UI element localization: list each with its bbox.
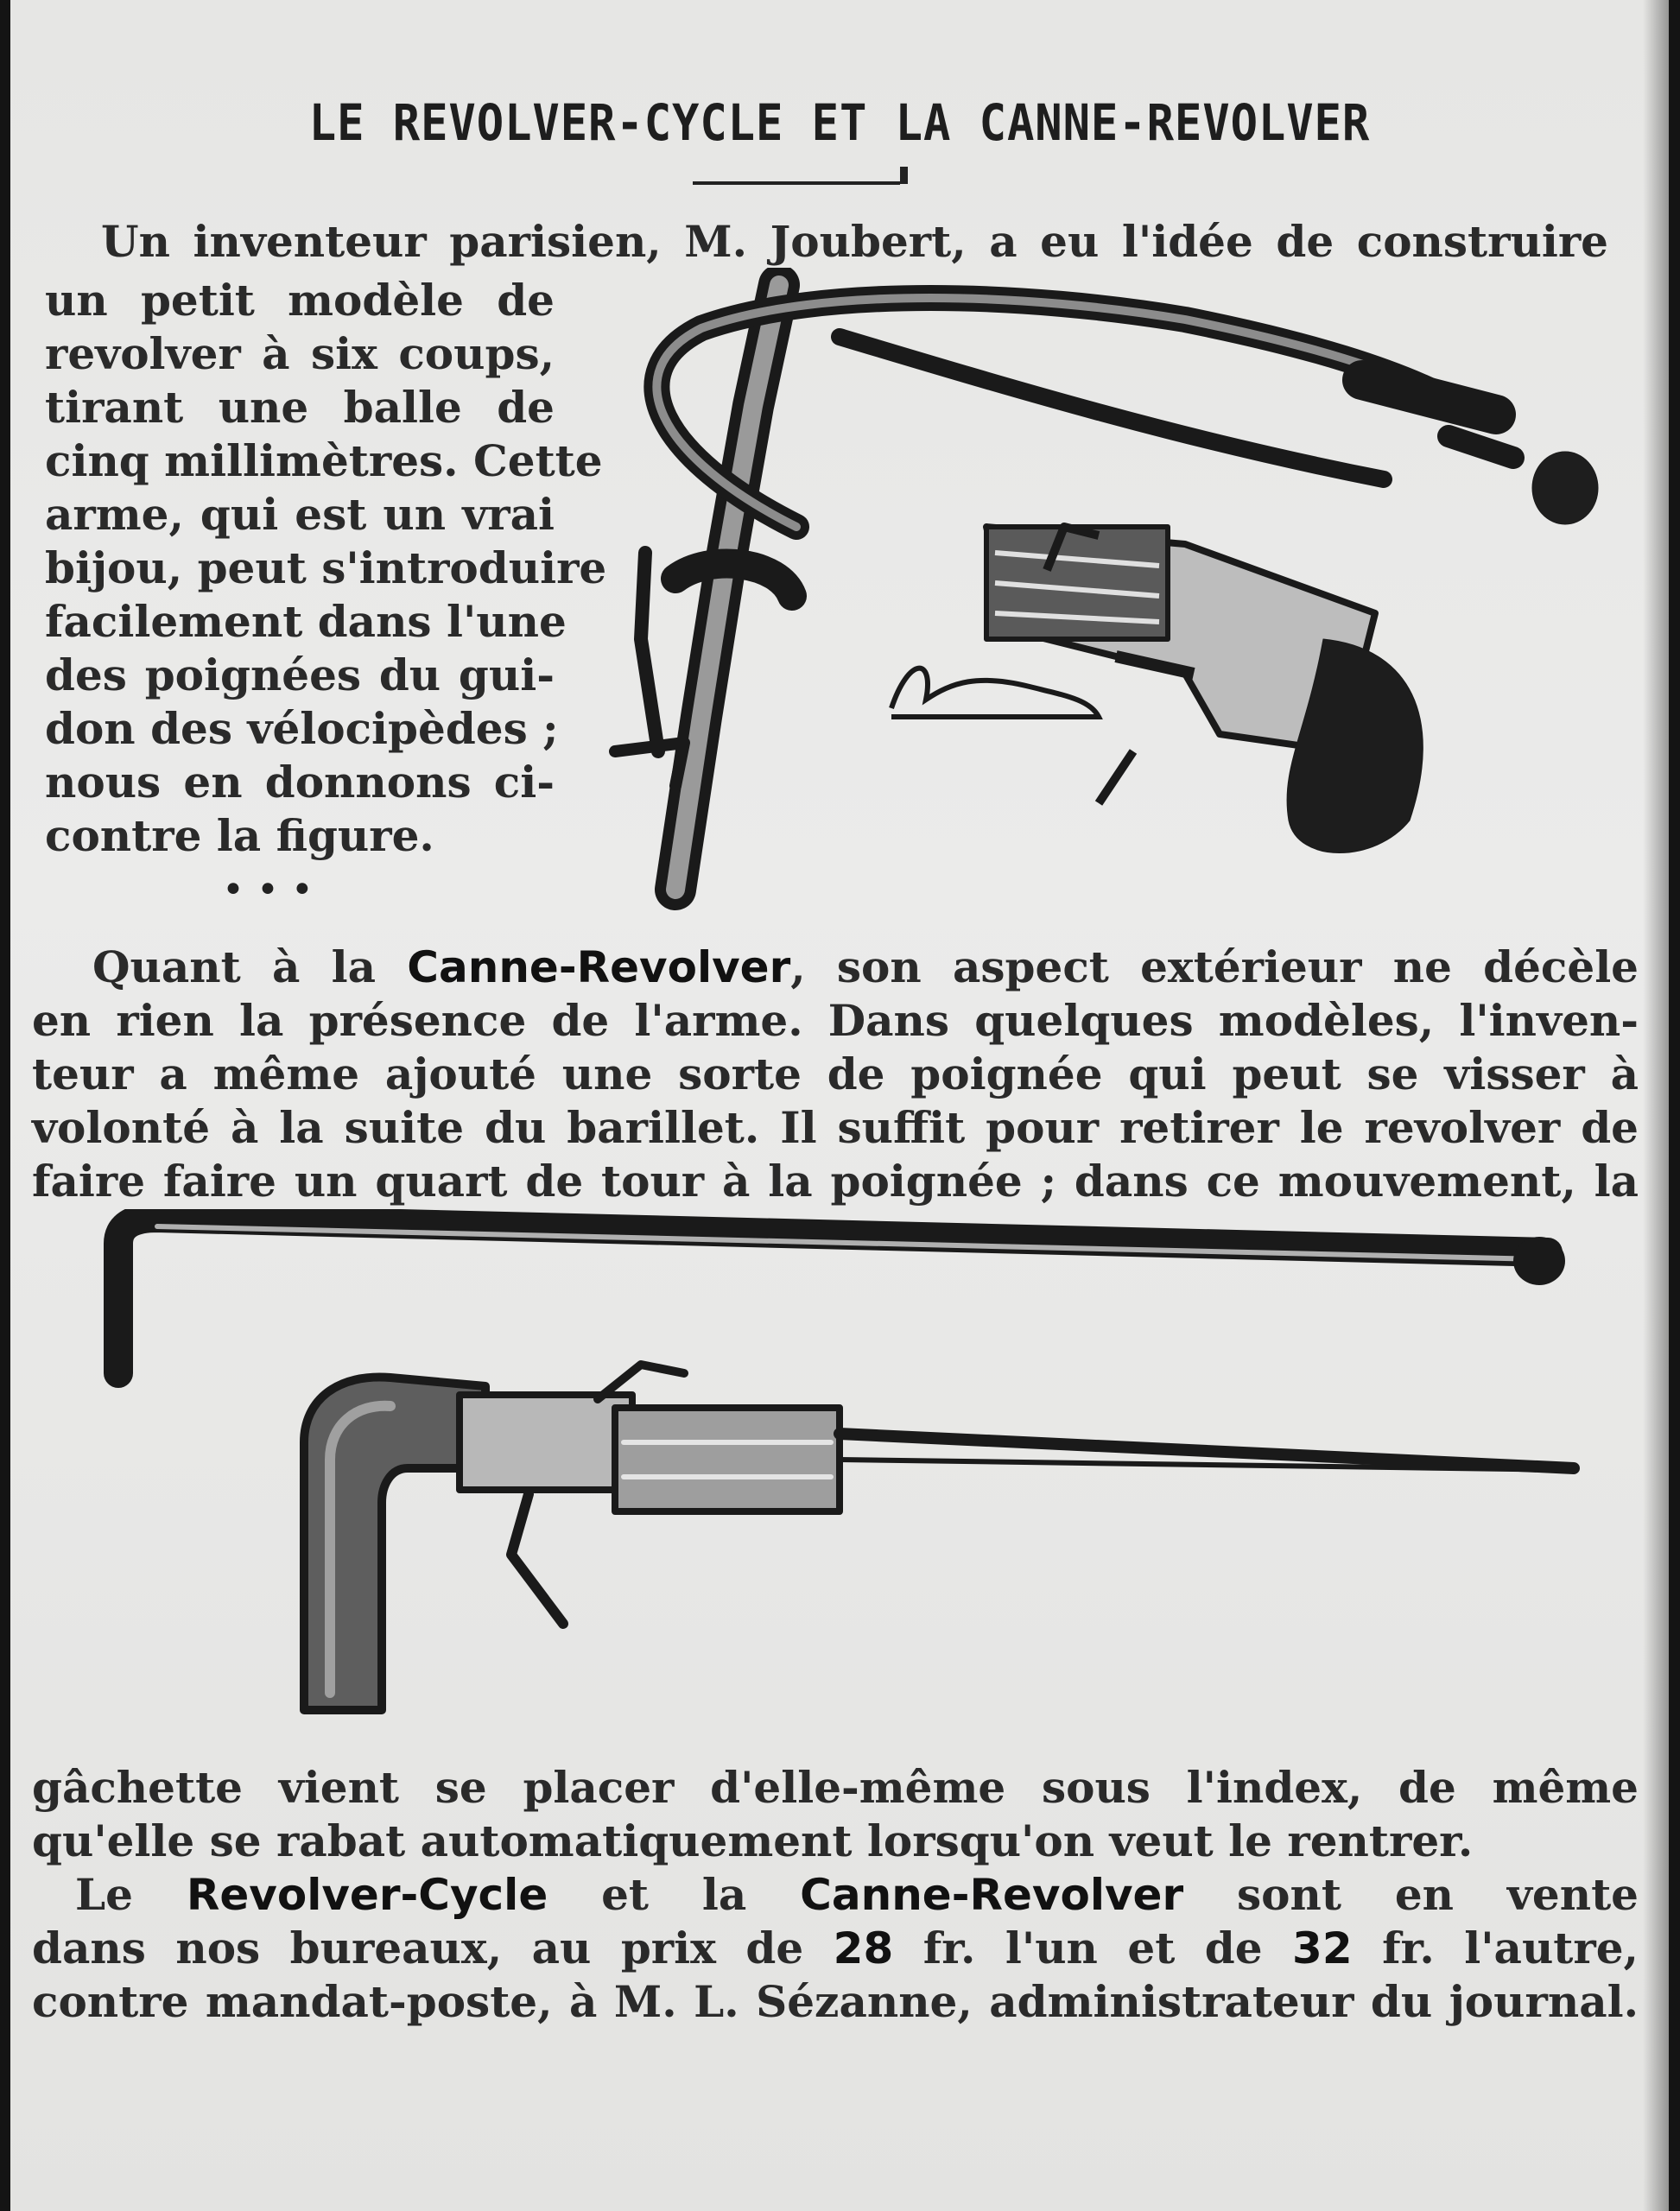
column-line: nous en donnons ci- <box>45 757 555 808</box>
column-line: revolver à six coups, <box>45 328 555 379</box>
sale-line-2: dans nos bureaux, au prix de 28 fr. l'un et de 32 fr. l'autre, <box>32 1923 1639 1973</box>
price-cycle: 28 <box>833 1923 894 1973</box>
sale-line-3: contre mandat-poste, à M. L. Sézanne, administrateur du journal. <box>32 1976 1639 2027</box>
column-line: bijou, peut s'introduire <box>45 542 607 593</box>
asterism: • • • <box>222 868 314 912</box>
page-edge-shadow <box>1643 0 1669 2211</box>
canne-line: volonté à la suite du barillet. Il suffit pour retirer le revolver de <box>32 1102 1639 1153</box>
title-rule-mark <box>900 167 908 184</box>
closing-line: gâchette vient se placer d'elle-même sous l'index, de même <box>32 1762 1639 1813</box>
column-line: facilement dans l'une <box>45 596 567 647</box>
column-line: arme, qui est un vrai <box>45 489 555 540</box>
newspaper-page <box>10 0 1669 2211</box>
revolver-cycle-illustration <box>580 268 1634 924</box>
column-line: des poignées du gui- <box>45 649 555 700</box>
canne-line: faire faire un quart de tour à la poignée ; dans ce mouvement, la <box>32 1156 1639 1207</box>
column-line: cinq millimètres. Cette <box>45 435 603 486</box>
canne-revolver-illustration <box>79 1209 1582 1762</box>
canne-line-1: Quant à la Canne-Revolver, son aspect extérieur ne décèle <box>92 941 1639 992</box>
price-canne: 32 <box>1292 1923 1353 1973</box>
article-title: LE REVOLVER-CYCLE ET LA CANNE-REVOLVER <box>308 93 1371 152</box>
column-line: don des vélocipèdes ; <box>45 703 559 754</box>
column-line: un petit modèle de <box>45 275 555 326</box>
column-line: tirant une balle de <box>45 382 555 433</box>
column-line: contre la figure. <box>45 810 434 861</box>
title-rule <box>693 181 900 185</box>
sale-line-1: Le Revolver-Cycle et la Canne-Revolver sont en vente <box>75 1869 1639 1920</box>
canne-line: teur a même ajouté une sorte de poignée qui peut se visser à <box>32 1048 1639 1099</box>
closing-line: qu'elle se rabat automatiquement lorsqu'on veut le rentrer. <box>32 1815 1474 1866</box>
canne-line: en rien la présence de l'arme. Dans quelques modèles, l'inven- <box>32 995 1639 1046</box>
intro-line: Un inventeur parisien, M. Joubert, a eu l'idée de construire <box>101 216 1608 267</box>
